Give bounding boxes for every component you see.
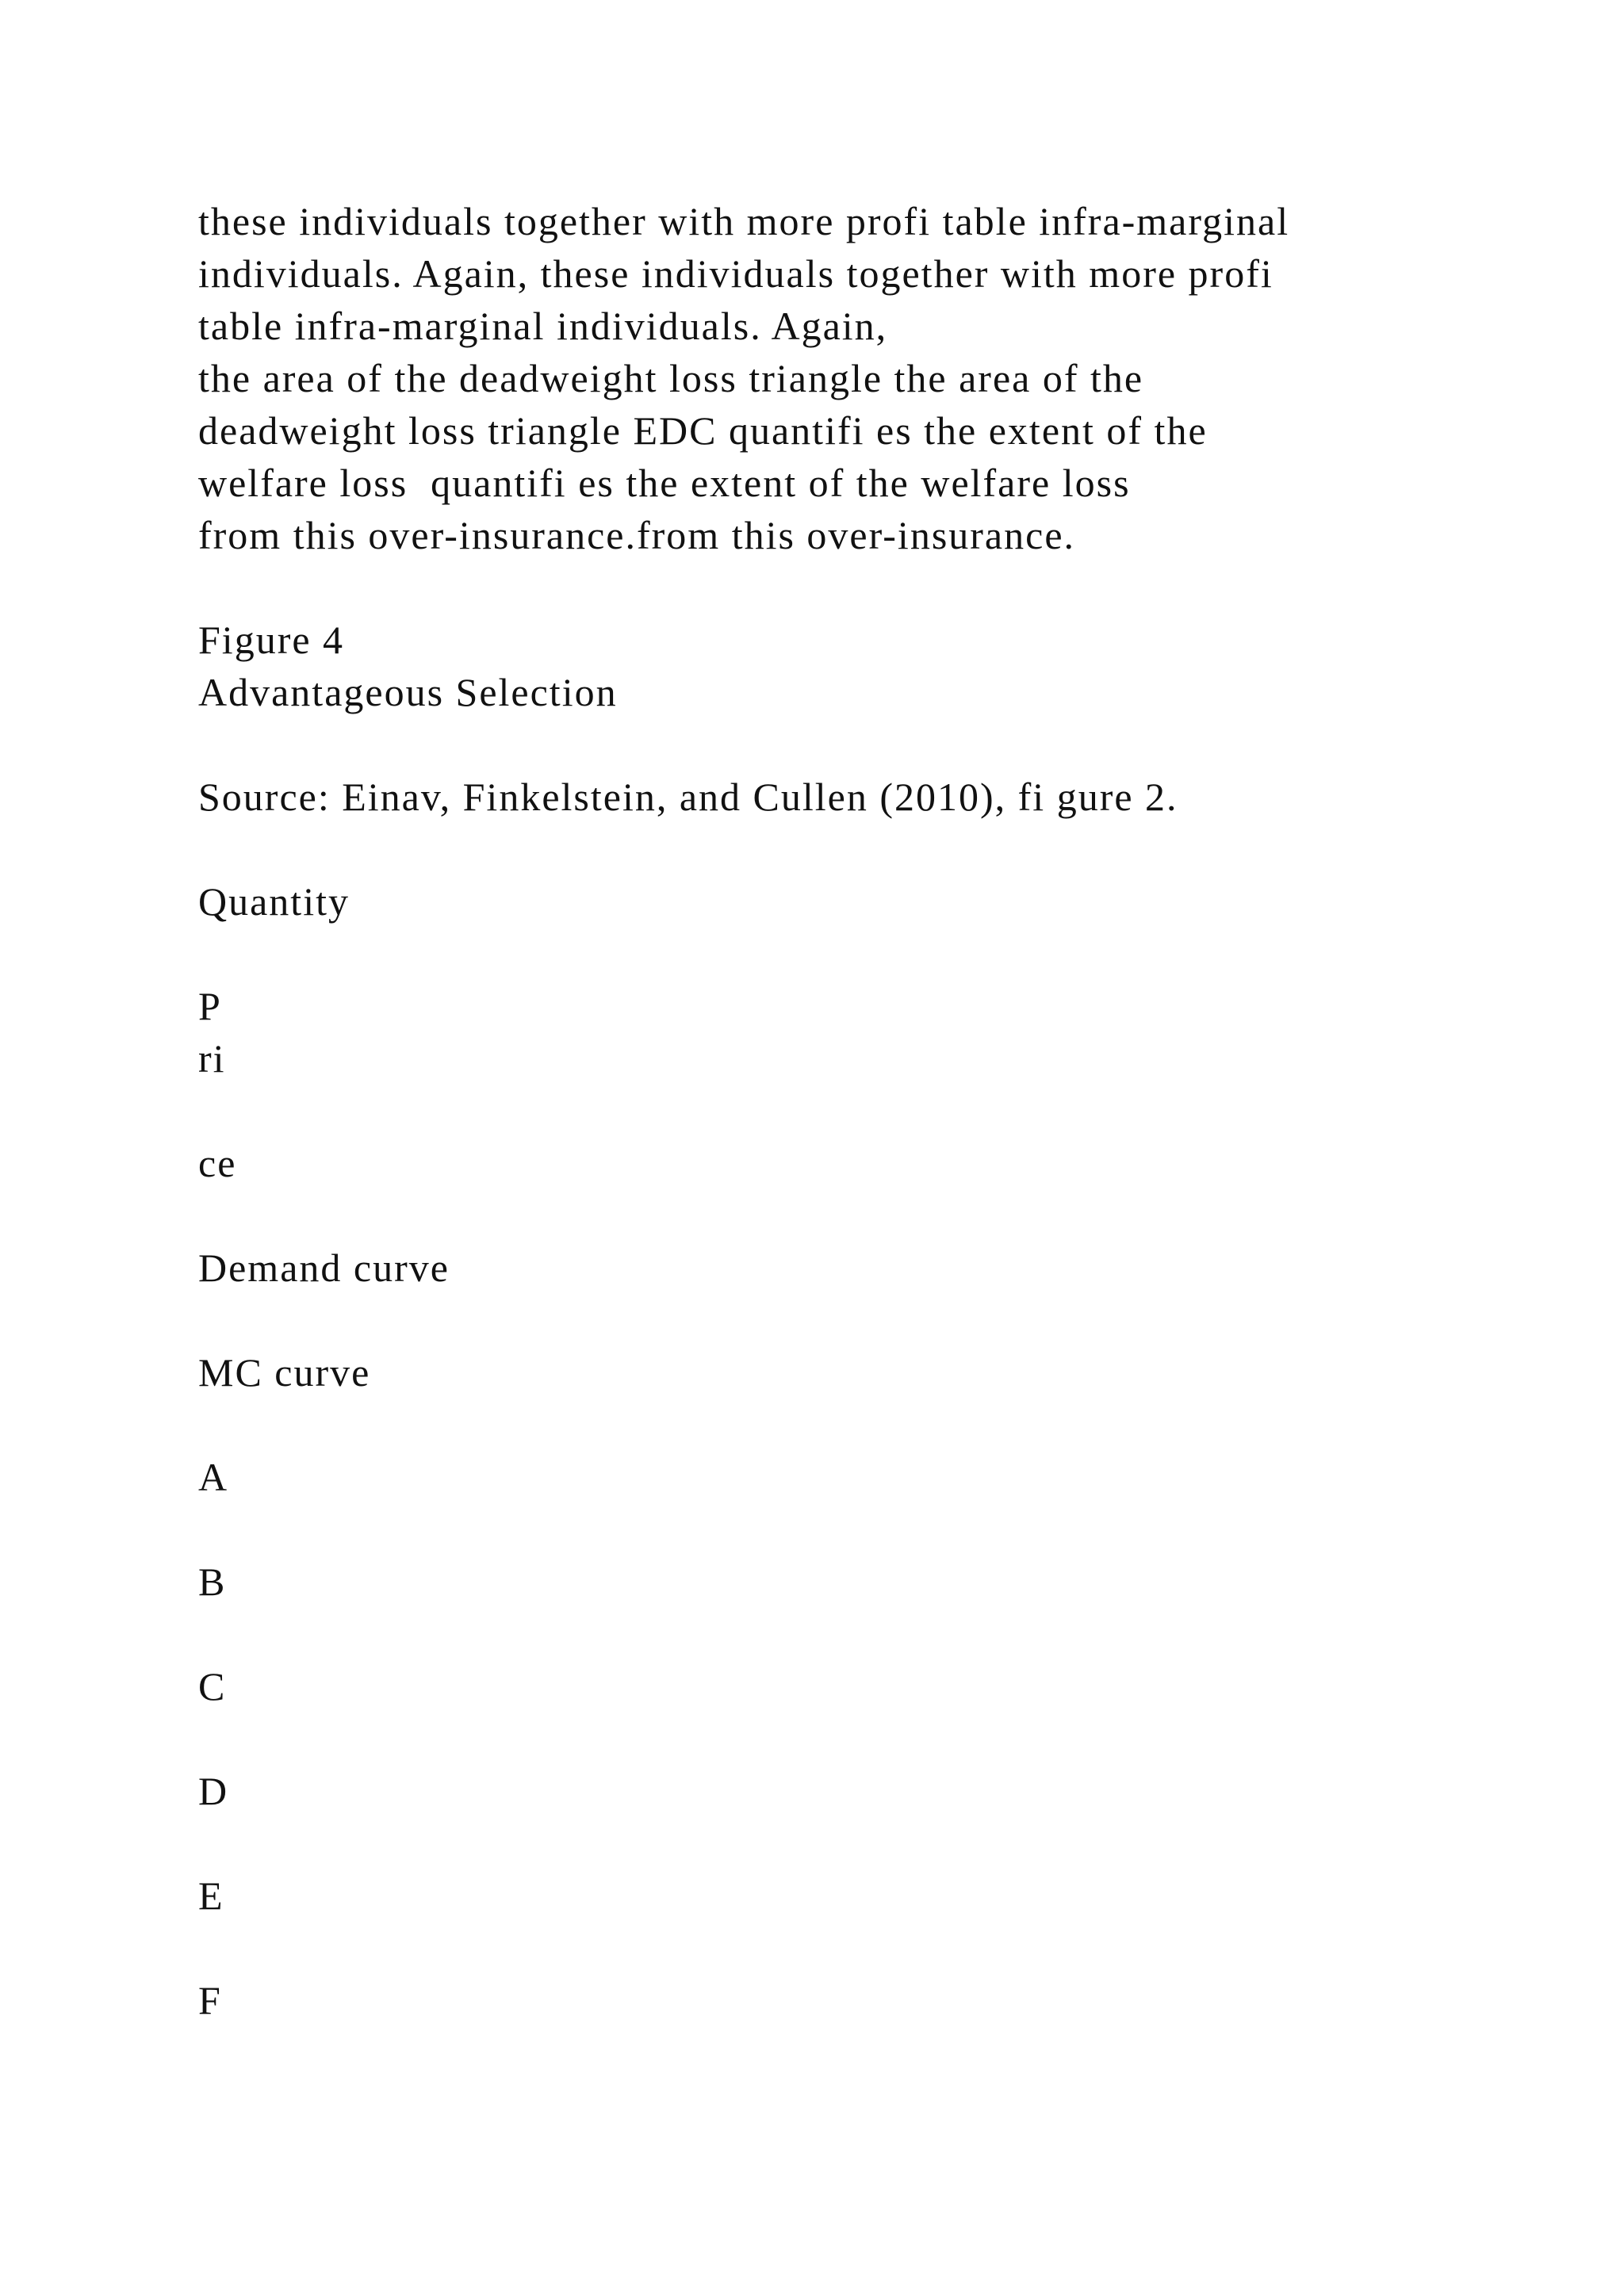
document-page xyxy=(198,195,1546,2026)
y-axis-label-part: P xyxy=(198,984,222,1028)
x-axis-label: Quantity xyxy=(198,879,350,924)
spacer xyxy=(198,1922,1546,1974)
spacer xyxy=(198,928,1546,980)
spacer xyxy=(198,1817,1546,1869)
paragraph-line: welfare loss quantifi es the extent of the welfare loss xyxy=(198,461,1131,505)
point-label-c: C xyxy=(198,1664,227,1709)
mc-curve-label: MC curve xyxy=(198,1350,371,1395)
paragraph-line: individuals. Again, these individuals together with more profi xyxy=(198,251,1274,296)
spacer xyxy=(198,561,1546,614)
spacer xyxy=(198,1399,1546,1451)
y-axis-label-part: ri xyxy=(198,1036,226,1081)
spacer xyxy=(198,1085,1546,1137)
figure-number: Figure 4 xyxy=(198,618,345,662)
y-axis-label-part: ce xyxy=(198,1141,237,1185)
paragraph-line: table infra-marginal individuals. Again, xyxy=(198,304,888,348)
demand-curve-label: Demand curve xyxy=(198,1246,450,1290)
point-label-b: B xyxy=(198,1559,227,1604)
figure-title: Advantageous Selection xyxy=(198,670,618,714)
point-label-d: D xyxy=(198,1769,229,1813)
spacer xyxy=(198,1294,1546,1346)
figure-source: Source: Einav, Finkelstein, and Cullen (2010), fi gure 2. xyxy=(198,775,1178,819)
paragraph-line: deadweight loss triangle EDC quantifi es the extent of the xyxy=(198,408,1208,453)
spacer xyxy=(198,1503,1546,1556)
body-paragraph xyxy=(198,195,1546,561)
paragraph-line: from this over-insurance.from this over-insurance. xyxy=(198,513,1076,557)
spacer xyxy=(198,1608,1546,1660)
point-label-f: F xyxy=(198,1978,222,2022)
paragraph-line: these individuals together with more profi table infra-marginal xyxy=(198,199,1290,243)
spacer xyxy=(198,823,1546,875)
point-label-e: E xyxy=(198,1873,224,1918)
point-label-a: A xyxy=(198,1455,229,1499)
spacer xyxy=(198,718,1546,771)
paragraph-line: the area of the deadweight loss triangle the area of the xyxy=(198,356,1144,400)
spacer xyxy=(198,1189,1546,1242)
spacer xyxy=(198,1712,1546,1765)
